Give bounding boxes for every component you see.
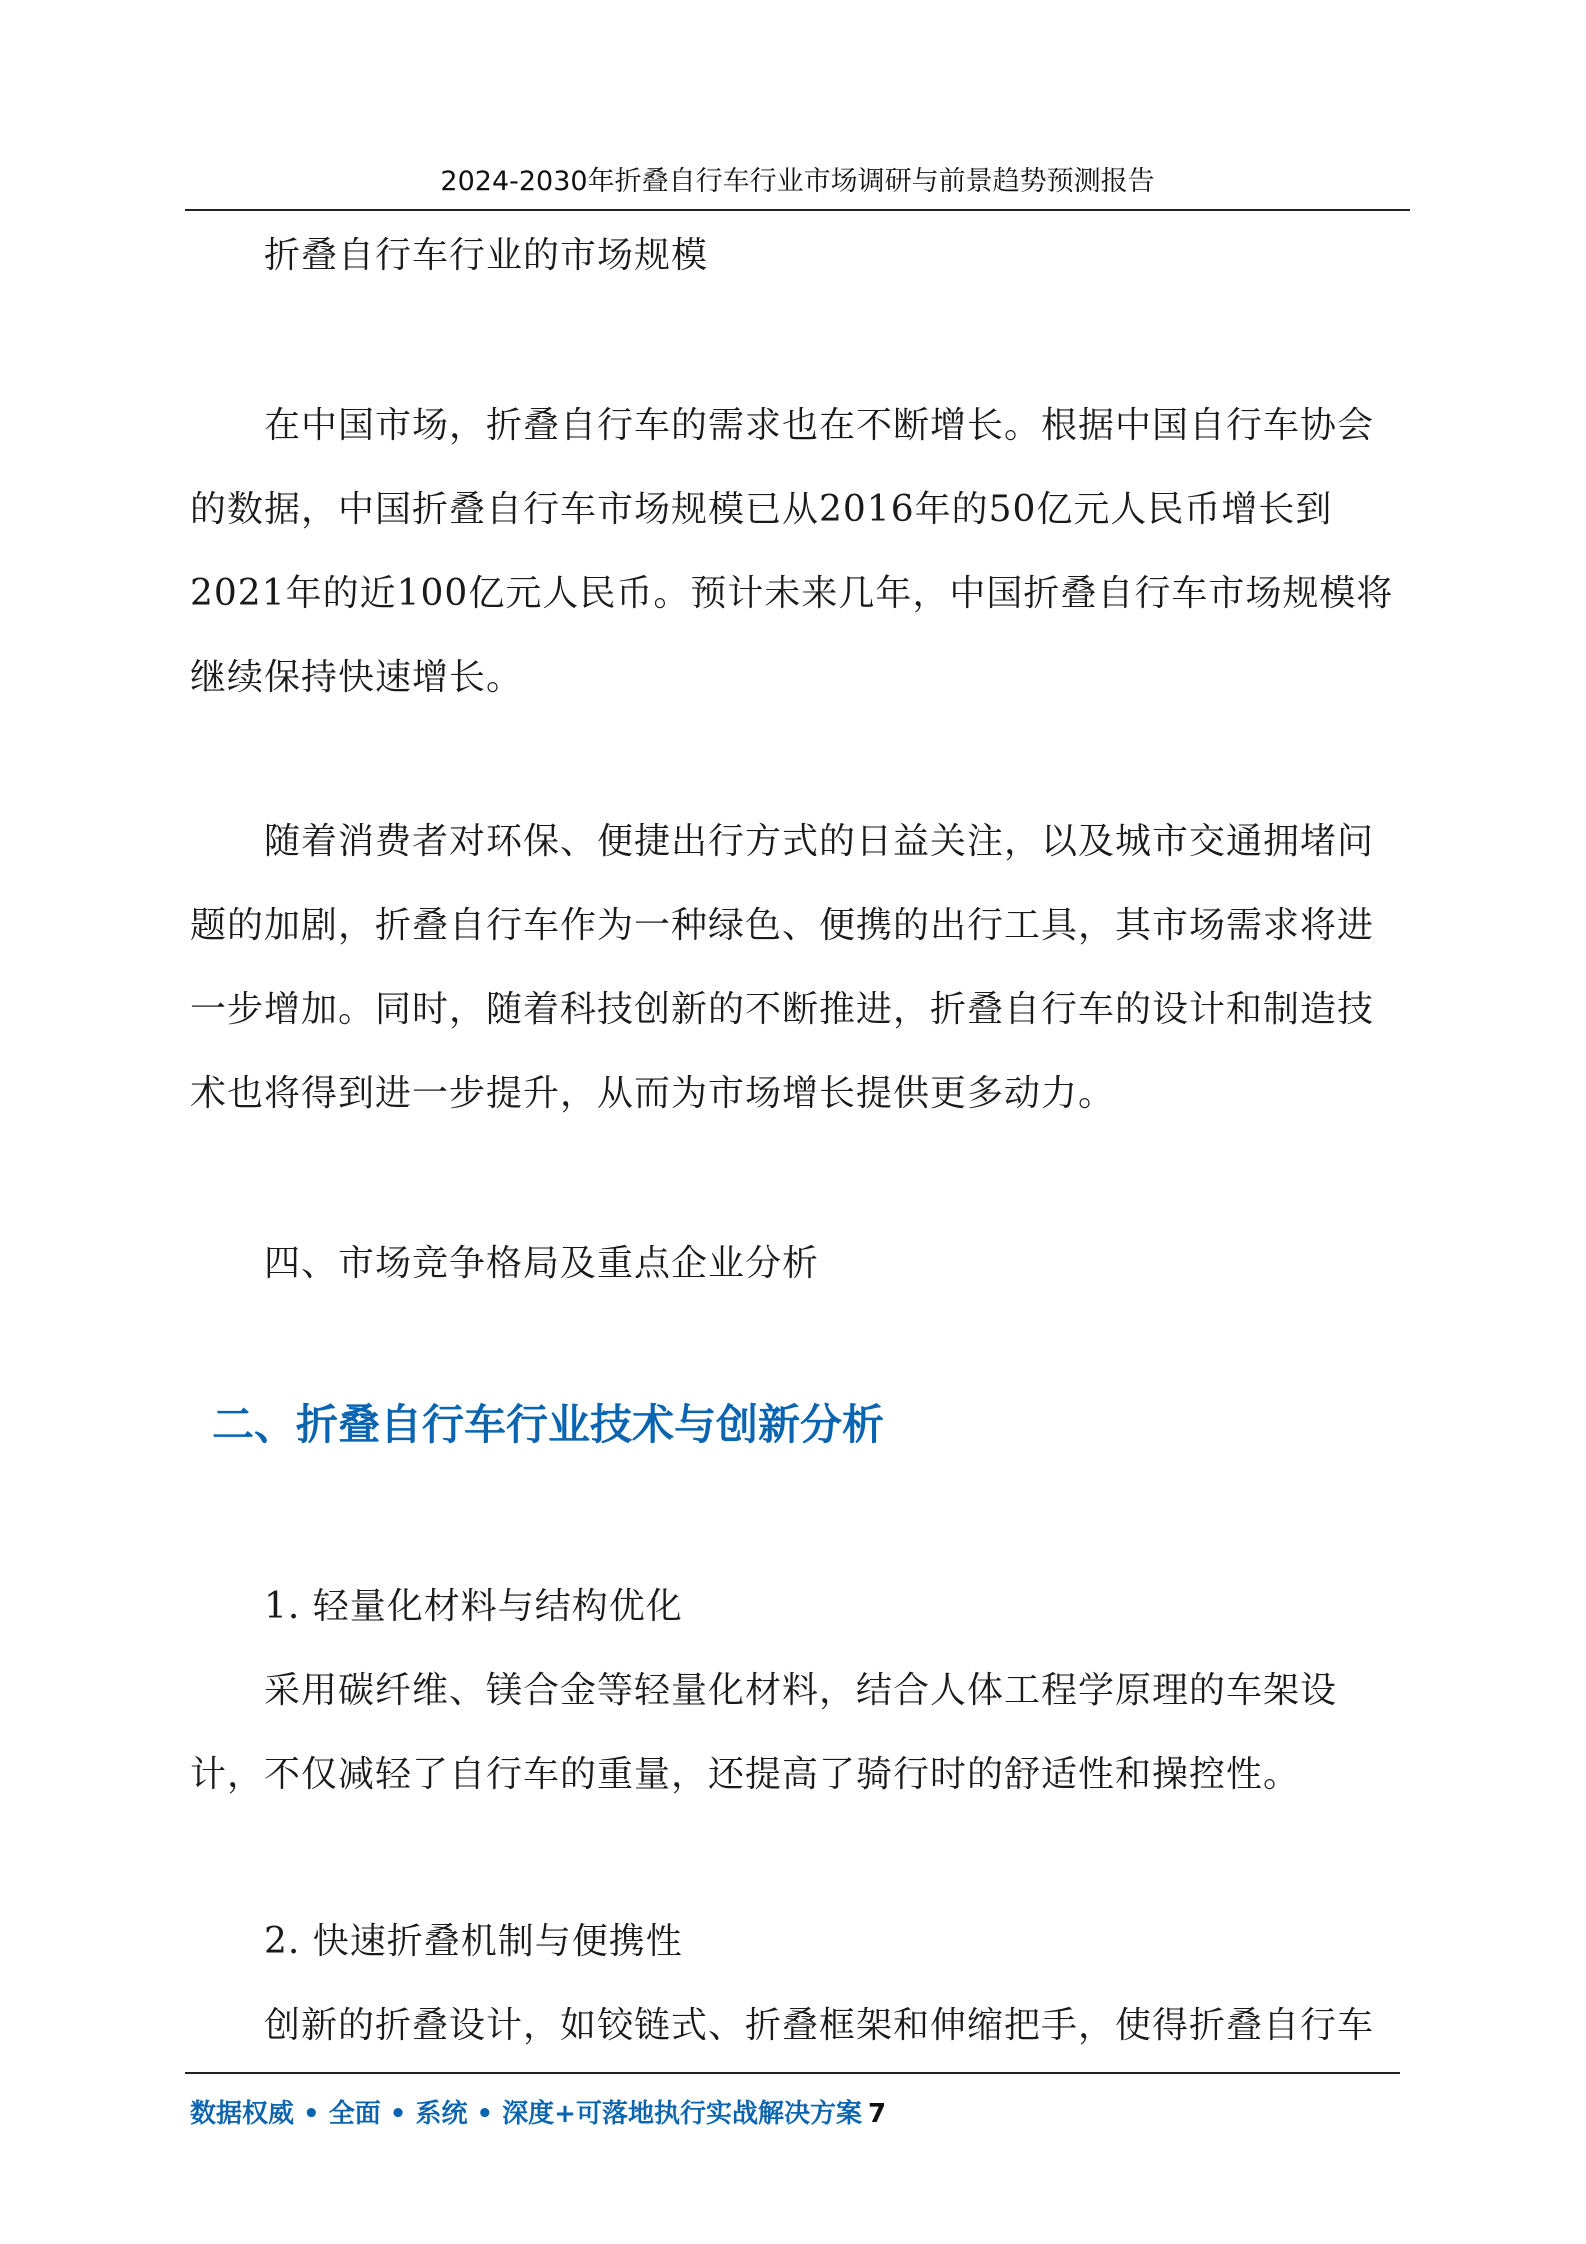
footer-tagline: 数据权威 • 全面 • 系统 • 深度+可落地执行实战解决方案 [190,2099,862,2129]
paragraph-china-market: 在中国市场，折叠自行车的需求也在不断增长。根据中国自行车协会的数据，中国折叠自行车市场规模已从2016年的50亿元人民币增长到2021年的近100亿元人民币。预计未来几年，中国折叠自行车市场规模将继续保持快速增长。 [190,405,1394,698]
item-2-text: 创新的折叠设计，如铰链式、折叠框架和伸缩把手，使得折叠自行车 [264,2005,1375,2046]
item-2-title: 2. 快速折叠机制与便携性 [264,1921,683,1962]
page-header-title: 2024-2030年折叠自行车行业市场调研与前景趋势预测报告 [440,166,1155,197]
paragraph-demand-growth: 随着消费者对环保、便捷出行方式的日益关注，以及城市交通拥堵问题的加剧，折叠自行车作为一种绿色、便携的出行工具，其市场需求将进一步增加。同时，随着科技创新的不断推进，折叠自行车的设计和制造技术也将得到进一步提升，从而为市场增长提供更多动力。 [190,821,1375,1114]
section-4-title: 四、市场竞争格局及重点企业分析 [264,1243,820,1284]
footer-divider [185,2072,1400,2074]
page-number: 7 [867,2099,887,2129]
header-divider [185,209,1410,211]
market-size-subtitle: 折叠自行车行业的市场规模 [264,235,709,276]
page-footer [190,2094,886,2134]
item-1-title: 1. 轻量化材料与结构优化 [264,1586,683,1627]
item-1-text: 采用碳纤维、镁合金等轻量化材料，结合人体工程学原理的车架设计，不仅减轻了自行车的重量，还提高了骑行时的舒适性和操控性。 [190,1670,1338,1795]
section-2-heading: 二、折叠自行车行业技术与创新分析 [212,1400,885,1449]
